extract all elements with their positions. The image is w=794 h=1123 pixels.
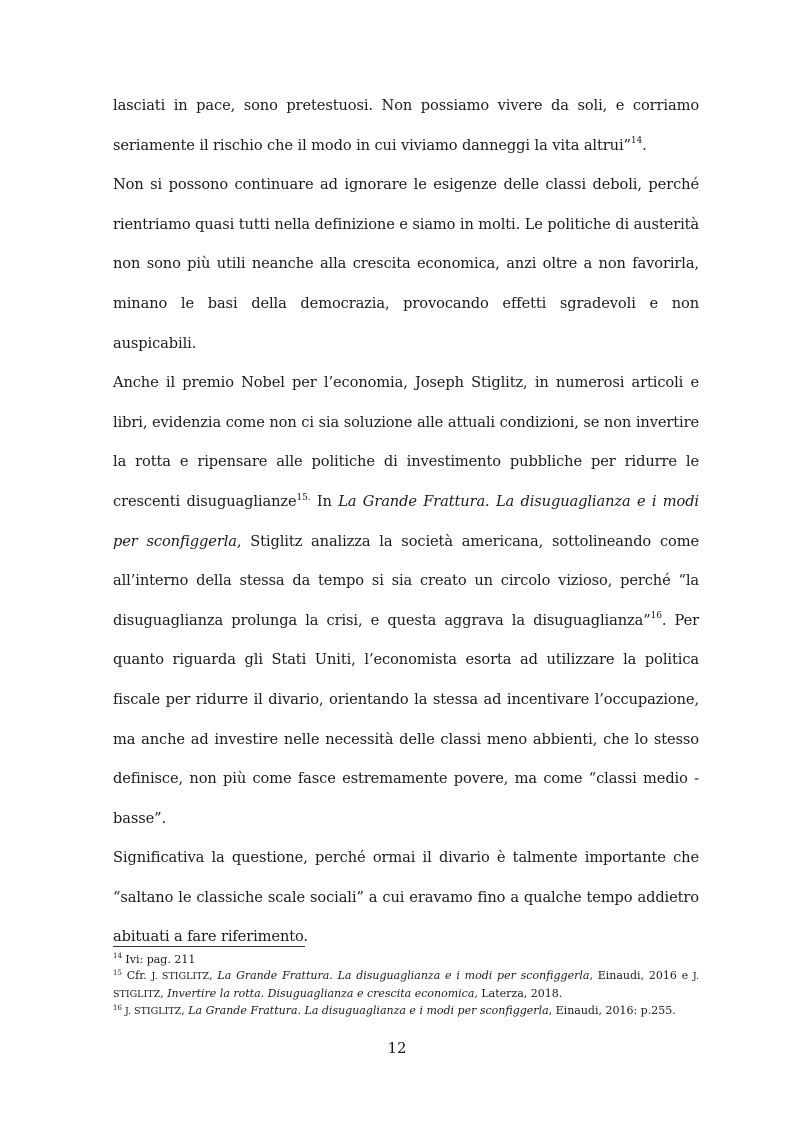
footnote-15-text-c: , Einaudi, 2016 e bbox=[589, 969, 693, 983]
paragraph-3-text-a: Anche il premio Nobel per l’economia, Joseph Stiglitz, in numerosi articoli e libri, evidenzia come non ci sia soluzione alle attuali condizioni, se non invertire la rotta e ripensare alle politiche di investimento pubbliche per ridurre le crescenti disuguaglianze bbox=[113, 374, 699, 510]
footnote-14 bbox=[113, 952, 699, 968]
footnote-15-text-d: , bbox=[160, 986, 168, 1000]
footnote-15-text-b: , bbox=[209, 969, 218, 983]
main-text bbox=[113, 86, 699, 957]
paragraph-4: Significativa la questione, perché ormai il divario è talmente importante che “saltano le classiche scale sociali” a cui eravamo fino a qualche tempo addietro abituati a fare riferimento. bbox=[113, 849, 699, 946]
footnote-15-title-1: La Grande Frattura. La disuguaglianza e i modi per sconfiggerla bbox=[217, 969, 590, 983]
footnote-15-text-a: Cfr. bbox=[121, 969, 152, 983]
footnote-ref-14: 14 bbox=[630, 136, 643, 147]
paragraph-3-text-d: . Per quanto riguarda gli Stati Uniti, l’economista esorta ad utilizzare la politica fiscale per ridurre il divario, orientando la stessa ad incentivare l’occupazione, ma anche ad investire nelle necessità delle classi meno abbienti, che lo stesso definisce, non più come fasce estremamente povere, ma come “classi medio -basse”. bbox=[113, 611, 699, 827]
page-number: 12 bbox=[387, 1039, 407, 1057]
paragraph-3-text-b: In bbox=[310, 492, 339, 510]
footnote-15-number: 15 bbox=[113, 968, 122, 977]
footnote-ref-16: 16 bbox=[650, 611, 662, 622]
footnote-15 bbox=[113, 968, 699, 1003]
footnote-16-text-b: , Einaudi, 2016: p.255. bbox=[548, 1004, 676, 1018]
footnote-separator bbox=[113, 946, 305, 947]
paragraph-3-text-c: , Stiglitz analizza la società americana, sottolineando come all’interno della stessa da tempo si sia creato un circolo vizioso, perché “la disuguaglianza prolunga la crisi, e questa aggrava la disuguaglianza” bbox=[113, 532, 699, 629]
footnote-15-author-2: J. STIGLITZ bbox=[113, 971, 700, 1000]
footnote-15-author-1: J. STIGLITZ bbox=[151, 971, 210, 983]
footnote-16-text-a: , bbox=[181, 1004, 189, 1018]
paragraph-1-text: lasciati in pace, sono pretestuosi. Non possiamo vivere da soli, e corriamo seriamente il rischio che il modo in cui viviamo danneggi la vita altrui” bbox=[113, 97, 699, 154]
book-title: La Grande Frattura. La disuguaglianza e i modi per sconfiggerla bbox=[113, 492, 699, 550]
paragraph-3 bbox=[113, 363, 699, 838]
footnote-ref-15: 15. bbox=[296, 492, 311, 503]
footnote-14-number: 14 bbox=[113, 952, 122, 961]
footnote-16 bbox=[113, 1003, 699, 1020]
paragraph-2: Non si possono continuare ad ignorare le esigenze delle classi deboli, perché rientriamo quasi tutti nella definizione e siamo in molti. Le politiche di austerità non sono più utili neanche alla crescita economica, anzi oltre a non favorirla, minano le basi della democrazia, provocando effetti sgradevoli e non auspicabili. bbox=[113, 176, 699, 352]
paragraph-1-end: . bbox=[642, 136, 647, 154]
footnote-14-text: Ivi: pag. 211 bbox=[121, 953, 196, 966]
footnote-15-text-e: Laterza, 2018. bbox=[477, 986, 563, 1000]
footnote-16-title: La Grande Frattura. La disuguaglianza e i modi per sconfiggerla bbox=[188, 1004, 549, 1018]
footnotes bbox=[113, 952, 699, 1021]
footnote-15-title-2: Invertire la rotta. Disuguaglianza e crescita economica, bbox=[167, 986, 478, 1000]
paragraph-1 bbox=[113, 86, 699, 165]
footnote-16-author: J. STIGLITZ bbox=[121, 1006, 182, 1018]
footnote-16-number: 16 bbox=[113, 1003, 122, 1012]
